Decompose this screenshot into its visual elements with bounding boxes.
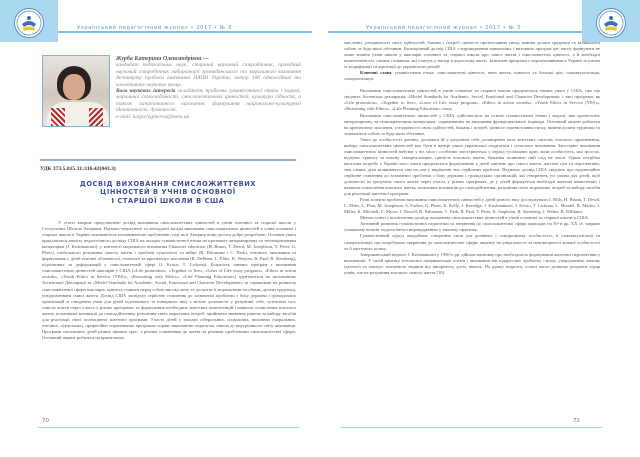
right-page [320,0,640,457]
section-rule [40,159,296,161]
udc-code: УДК 373.5.015.31:316.42(043.3) [40,166,116,172]
header-logo-box [0,0,58,42]
keywords-text: гуманістична етика, смисложиттєві цінності, мета життя, цінності та близькі цілі, самоактуалізація, самореалізація. [344,70,601,82]
journal-logo-icon [14,8,44,38]
header-rule [328,31,582,33]
body-paragraph: Американський педагог J. Krishnamurti у 1950-х рр. дійшов висновку про необхідність формування життєвої перспективи у вихованців. У своїй критиці тогочасної американської освіти і виховання він підкреслює проблему страху, упередження, впливу ідеології та показує залежність людини від авторитету, догм, звичок. На думку педагога, освіта часто дозволяє розуміти серця учнів, але не розуміння власного смислу життя [10]. [344,251,600,275]
journal-logo-icon [596,8,626,38]
running-head: Український педагогічний журнал • 2017 • № 3 [77,25,232,31]
keywords-label: Ключові слова [360,70,392,76]
body-paragraph: Увага до особистості дитини, допомога їй у розумінні себе, розширенні кола життєвих смислів, власного призначення, вибору смисложиттєвих цінностей має бути в центрі уваги української педагогіки і сучасного виховання. Загострює виховання смисложиттєвих цінностей набуває у всі часи і особливо загострюється у період суспільних криз, коли особистість, яка зростає, відчуває тривогу за власну самореалізацію, цінність власного життя, бажання залишити свій слід на землі. Однак потрібна нагальна потреба у Україні мало уваги приділяється формуванню у дітей уявлень про смисл життя, життєві цілі та перспективи, тим самим, діти залишаються сам на сам у вирішенні тих серйозних проблем. Водночас досвід США свідчить про надзвичайно серйозне ставлення до зазначеної проблеми з боку держави і громадських організацій, які створюють усі умови для дітей, щоб допомогти їм зрозуміти смисл життя через участь у різних програмах, де у дітей формується необхідні життєві компетенції і навички осмислення власного життя, позитивна мотивація до самоздійснення, розуміння своїх моральних потреб та вибору засобів для реалізації життєвої програми. [344,136,600,197]
keywords: Ключові слова: гуманістична етика, смисложиттєві цінності, мета життя, цінності та близькі цілі, самоактуалізація, самореалізація. [344,70,601,82]
running-head: Український педагогічний журнал • 2017 • № 3 [366,25,521,31]
interests-label: Коло наукових інтересів [116,88,176,95]
body-paragraph: Активний розвиток гуманістичної педагогіки та звернення до смисложиттєвої сфери припадає на 50-ті рр. XX ст. завдяки гуманному впливу педагогічного впровадженню у виховну практику. [344,221,600,233]
footer-rule [340,427,602,428]
body-paragraph: Гуманістичний підхід передбачає створення умов для розвитку і саморозвитку особистості, її самоактуалізації та самореалізації, що потребувало звернення до смисложиттєвої сфери, акценту на унікальності та неповторності кожної особистості та її життєвого шляху. [344,233,600,251]
abstract [42,220,296,341]
page-number: 70 [42,418,50,424]
article-title [40,180,296,205]
header-rule [58,31,312,33]
body-paragraph: Виховання смисложиттєвих цінностей в учнів основної та старшої школи приділяється значна увага у США, про що свідчить Аспенська декларація, «Model Standards for Academic, Social, Emotional and Character Development» і такі програми, як «Life promotion», «Together to live», «Laws of Life essay program», «Ethics in action awards», «Youth Ethics in Service (YES)», «Reasoning with Ethics», «Life Planning Education» тощо. [344,88,600,112]
footer-rule [38,427,300,428]
title-line: ЦІННОСТЕЙ В УЧНІВ ОСНОВНОЇ [100,188,236,197]
author-photo [42,55,110,127]
page-number: 71 [572,418,580,424]
body-paragraph: Метою статті є висвітлення досвіду виховання смисложиттєвих цінностей в учнів основної та старшої школи в США. [360,215,590,221]
body-paragraph: Виховання смисложиттєвих цінностей у США здійснюється на основі гуманістичної етики і моралі, яка протистоїть авторитаризму та технократичним концепціям, спрямованим на виховання функціонального індивіда. Основний акцент робиться на критичному мисленні, узгодженості своїх здібностей, бажань і потреб, цінності протистояння тиску, вміння долати труднощі та залишатися собою за будь-яких обставин. [344,112,600,136]
author-bio: кандидат педагогічних наук, старший науковий співробітник, провідний науковий співробітник лабораторії громадянського та морального виховання Інституту проблем виховання НАПН України, автор 160 одноосібних та колективних наукових праць. [116,62,301,88]
header-logo-box [582,0,640,42]
author-email[interactable]: e-mail: katjachiginceva@meta.ua [116,113,190,120]
author-info [116,56,301,120]
title-line: І СТАРШОЇ ШКОЛИ В США [111,196,225,205]
abstract-paragraph: У статті вперше представлено досвід виховання смисложиттєвих цінностей в учнів основної та старшої школи у Сполучених Штатах Америки. Науково-теоретичні та методичні засади виховання смисложиттєвих цінностей в учнів основної і старшої школи в Україні залишаються маловивченою проблемою, тоді як в Америці вони досить добре розроблені. Основна увага приділяється аналізу педагогічного досвіду США на засадах гуманістичної етики на противагу авторитаризму та технократичним концепціям (J. Krishnamurti), у контексті морального виховання Character education (H. Brunn, T. Dewd, M. Josephson, V. Peter, G. Phots), глобального розуміння смислу життя і проблем сучасності та війни (R. Palomaan і C. Park), етичного виховання та формування у дітей етичної обізнаності, етичного та критичного мислення (R. DeHaan, L. Elder, K. Nenyen, R. Paul, R. Sternberg), підліткових та дефоромацій у смисложиттєвій сфері (J. Kristo, T. Lickona). Більшість чинних програм з виховання смисложиттєвих цінностей школярів у США («Life promotion», «Together to live», «Laws of Life essay program», «Ethics in action awards», «Youth Ethics in Service (YES)», «Reasoning with Ethics», «Life Planning Education») ґрунтуються на положеннях Аспенської Декларації та «Model Standards for Academic, Social, Emotional and Character Development» та спрямовані на розвиток смисложиттєвої сфери школярів, цінність ставити перед собою високу мету та досягати її моральними засобами, долати труднощі, усвідомлювати смисл життя. Досвід США засвідчує серйозне ставлення до зазначеної проблеми з боку держави і громадських організацій зі створення умов для дітей підліткового та юнацького віку з метою допомогти у розумінні себе, сутнісних сил, смислу життя через участь у різних програмах та формування необхідних життєвих компетенцій і навичок осмислення власного життя, позитивної мотивації до самоздійснення, розуміння своїх моральних потреб, прийняття зважених рішень та вибору засобів для реалізації своєї полноцінної життєвої програми. Участь дітей у заходах ліберальних, соціальних, виховних (моральних, етичних, лідерських), професійно спрямованих програмах сприяє виконанню педагогом, школи до внутрішнього світу вихованця. Програми охоплюють дітей різних вікових груп, з різним ставленням до життя та різними проблемами смисложиттєвої сфери. Основний акцент робиться на критичному [42,220,296,340]
body-paragraph: Різні аспекти проблеми виховання смисложиттєвих цінностей у дітей різного віку досліджували J. Bills, H. Brunn, T. Dewd, L. Elder, L. Flint, M. Josephson, S. Forbes, G. Phots, K. Kelly, J. Kerridge, J. Krishnamurti, J. Kristo, T. Lickona, L. Mendel, R. Martin, J. Miller, K. Mitchell, C. Myrer, J. Nowell, R. Palomaan, C. Park, R. Paul, V. Peter, K. Stapleton, R. Sternberg, J. Weber, R. Williams. [344,197,600,215]
author-name: Журба Катерина Олександрівна — [116,56,209,62]
author-interests: складають проблеми гуманістичної етики і моралі, моральної самосвідомості, смисложиттєвих цінностей, культури гідності, а також патріотичного виховання, формування національно-культурної ідентичності, духовності. [116,88,301,114]
title-line: ДОСВІД ВИХОВАННЯ СМИСЛОЖИТТЄВИХ [79,180,257,188]
article-body [344,40,600,276]
body-paragraph: мисленні, узгодженості своїх здібностей, бажань і потреб, цінності протистояння тиску, вміння долати труднощі та залишатися собою за будь-яких обставин. Багаторічний досвід США з впровадження навчальних і виховних програм дає змогу формувати не лише знання учнів школи у школярів основної та старшої школи про смисл життя і смисложиттєві цінності, а й необхідні компетентності, уміння і навички, які стануть у нагоді в дорослому житті. Зазначені програми є перспективними в Україні за умови їх модифікації та адаптації до українських реалій. [344,40,600,70]
